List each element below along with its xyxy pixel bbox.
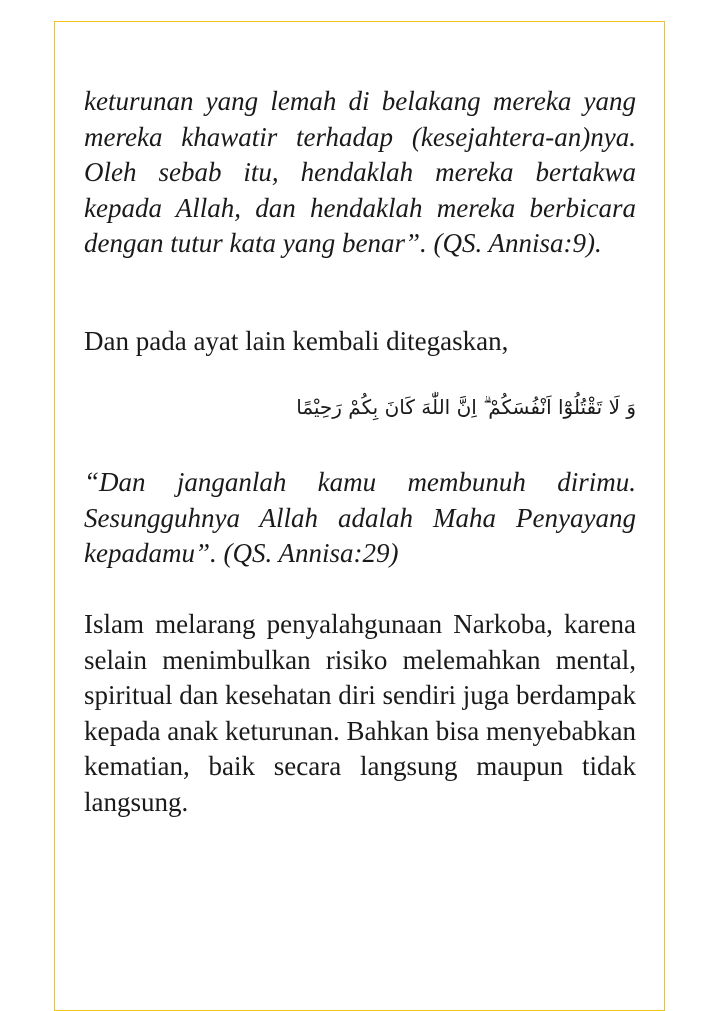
paragraph-conclusion: Islam melarang penyalahgunaan Narkoba, karena selain menimbulkan risiko melemahkan mental, spiritual dan kesehatan diri sendiri juga berdampak kepada anak keturunan. Bahkan bisa menyebabkan kematian, baik secara langsung maupun tidak langsung.	[84, 609, 636, 817]
quote-annisa-29: “Dan janganlah kamu membunuh dirimu. Sesungguhnya Allah adalah Maha Penyayang kepadamu”. (QS. Annisa:29)	[84, 467, 636, 568]
paragraph-intro: Dan pada ayat lain kembali ditegaskan,	[84, 326, 509, 356]
arabic-verse: وَ لَا تَقْتُلُوْٓا اَنْفُسَكُمْ ۗ اِنَّ اللّٰهَ كَانَ بِكُمْ رَحِيْمًا	[296, 395, 636, 419]
paragraph-translation-annisa-9: keturunan yang lemah di belakang mereka yang mereka khawatir terhadap (kesejahtera-an)nya. Oleh sebab itu, hendaklah mereka bertakwa kepada Allah, dan hendaklah mereka berbicara dengan tutur kata yang benar”. (QS. Annisa:9).	[84, 86, 636, 258]
